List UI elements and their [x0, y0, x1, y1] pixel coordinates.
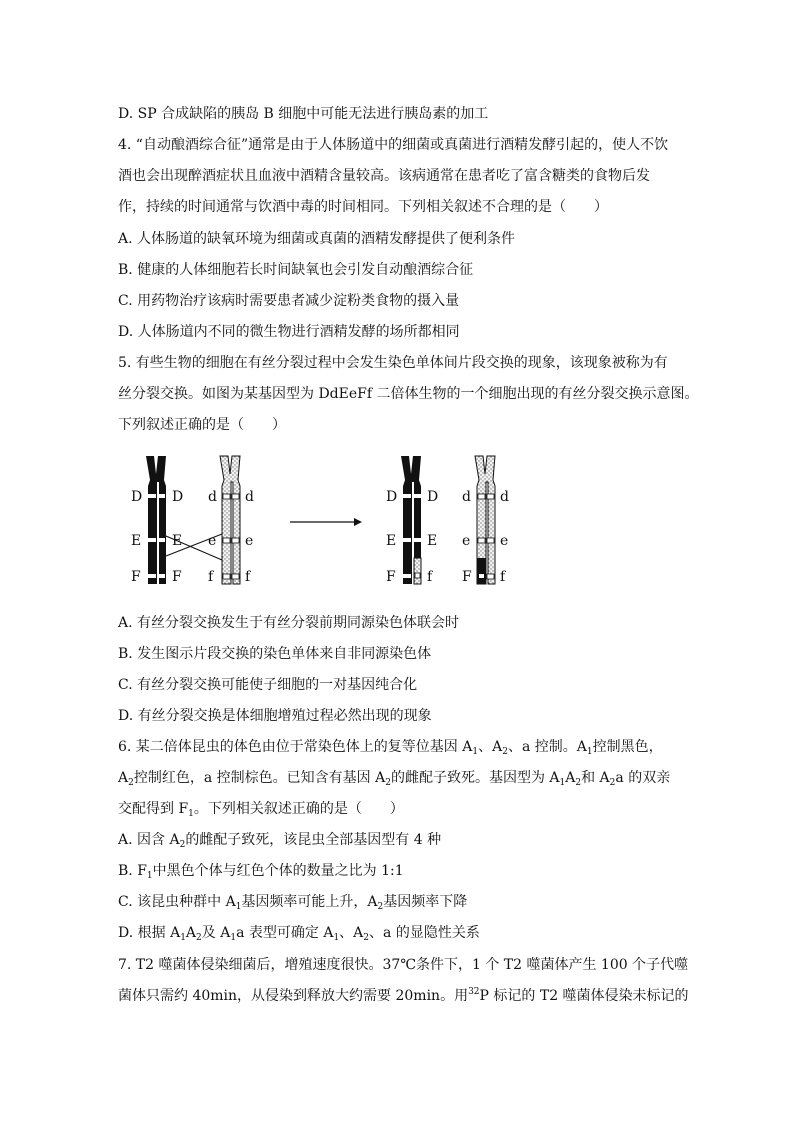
text-line: 丝分裂交换。如图为某基因型为 DdEeFf 二倍体生物的一个细胞出现的有丝分裂交换示意图。 — [118, 386, 699, 402]
option-d: D. 人体肠道内不同的微生物进行酒精发酵的场所都相同 — [118, 324, 460, 340]
question-7-stem: 7. T2 噬菌体侵染细菌后，增殖速度很快。37℃条件下，1 个 T2 噬菌体产生 100 个子代噬 — [118, 957, 689, 973]
right-arrow-icon — [290, 518, 362, 526]
question-4-stem: 4. “自动酿酒综合征”通常是由于人体肠道中的细菌或真菌进行酒精发酵引起的，使人不饮 — [118, 137, 669, 153]
gene-label: F — [172, 569, 182, 585]
gene-label: f — [427, 569, 433, 585]
after-chromosomes — [386, 456, 509, 585]
option-a: A. 因含 $A_2$的雌配子致死，该昆虫全部基因型有 4 种 — [118, 832, 442, 850]
gene-label: E — [172, 533, 183, 549]
gene-label: E — [131, 533, 142, 549]
gene-label: f — [500, 569, 506, 585]
gene-label: D — [427, 489, 439, 505]
option-b: B. 健康的人体细胞若长时间缺氧也会引发自动酿酒综合征 — [118, 262, 474, 278]
text-line: 下列叙述正确的是（ ） — [118, 417, 286, 433]
option-c: C. 用药物治疗该病时需要患者减少淀粉类食物的摄入量 — [118, 293, 460, 309]
gene-label: e — [208, 533, 217, 549]
option-a: A. 人体肠道的缺氧环境为细菌或真菌的酒精发酵提供了便利条件 — [118, 231, 516, 247]
gene-label: e — [500, 533, 509, 549]
gene-label: D — [172, 489, 184, 505]
gene-label: e — [245, 533, 254, 549]
question-5-stem: 5. 有些生物的细胞在有丝分裂过程中会发生染色单体间片段交换的现象，该现象被称为有 — [118, 355, 668, 371]
text-line: 酒也会出现醉酒症状且血液中酒精含量较高。该病通常在患者吃了富含糖类的食物后发 — [118, 168, 650, 184]
gene-label: f — [245, 569, 251, 585]
question-6-stem: 6. 某二倍体昆虫的体色由位于常染色体上的复等位基因 $A_1$、$A_2$、a 控制。$A_1$控制黑色， — [118, 739, 663, 757]
gene-label: F — [386, 569, 396, 585]
text-line: 作，持续的时间通常与饮酒中毒的时间相同。下列相关叙述不合理的是（ ） — [118, 199, 608, 215]
gene-label: F — [462, 569, 472, 585]
text-line: $A_2$控制红色，a 控制棕色。已知含有基因 $A_2$的雌配子致死。基因型为 $A_1A_2$和 $A_2a$ 的双亲 — [118, 770, 671, 788]
gene-label: d — [500, 489, 509, 505]
gene-label: d — [245, 489, 254, 505]
text-line: 交配得到 $F_1$。下列相关叙述正确的是（ ） — [118, 801, 404, 819]
gene-label: e — [462, 533, 471, 549]
text-line: D. SP 合成缺陷的胰岛 B 细胞中可能无法进行胰岛素的加工 — [118, 106, 489, 122]
gene-label: d — [208, 489, 217, 505]
gene-label: f — [208, 569, 214, 585]
option-b: B. 发生图示片段交换的染色单体来自非同源染色体 — [118, 646, 432, 662]
gene-label: D — [131, 489, 143, 505]
gene-label: d — [462, 489, 471, 505]
option-a: A. 有丝分裂交换发生于有丝分裂前期同源染色体联会时 — [118, 615, 460, 631]
gene-label: E — [386, 533, 397, 549]
option-d: D. 根据 $A_1A_2$及 $A_1a$ 表型可确定 $A_1$、$A_2$、a 的显隐性关系 — [118, 925, 480, 943]
text-line: 菌体只需约 40min，从侵染到释放大约需要 20min。用$^{32}$P 标记的 T2 噬菌体侵染未标记的 — [118, 987, 689, 1004]
option-d: D. 有丝分裂交换是体细胞增殖过程必然出现的现象 — [118, 708, 432, 724]
option-c: C. 有丝分裂交换可能使子细胞的一对基因纯合化 — [118, 677, 418, 693]
gene-label: F — [131, 569, 141, 585]
chromosome-exchange-figure — [118, 452, 538, 592]
before-chromosomes — [131, 456, 254, 585]
gene-label: D — [386, 489, 398, 505]
option-b: B. $F_1$中黑色个体与红色个体的数量之比为 1:1 — [118, 863, 404, 881]
gene-label: E — [427, 533, 438, 549]
option-c: C. 该昆虫种群中 $A_1$基因频率可能上升，$A_2$基因频率下降 — [118, 894, 468, 912]
